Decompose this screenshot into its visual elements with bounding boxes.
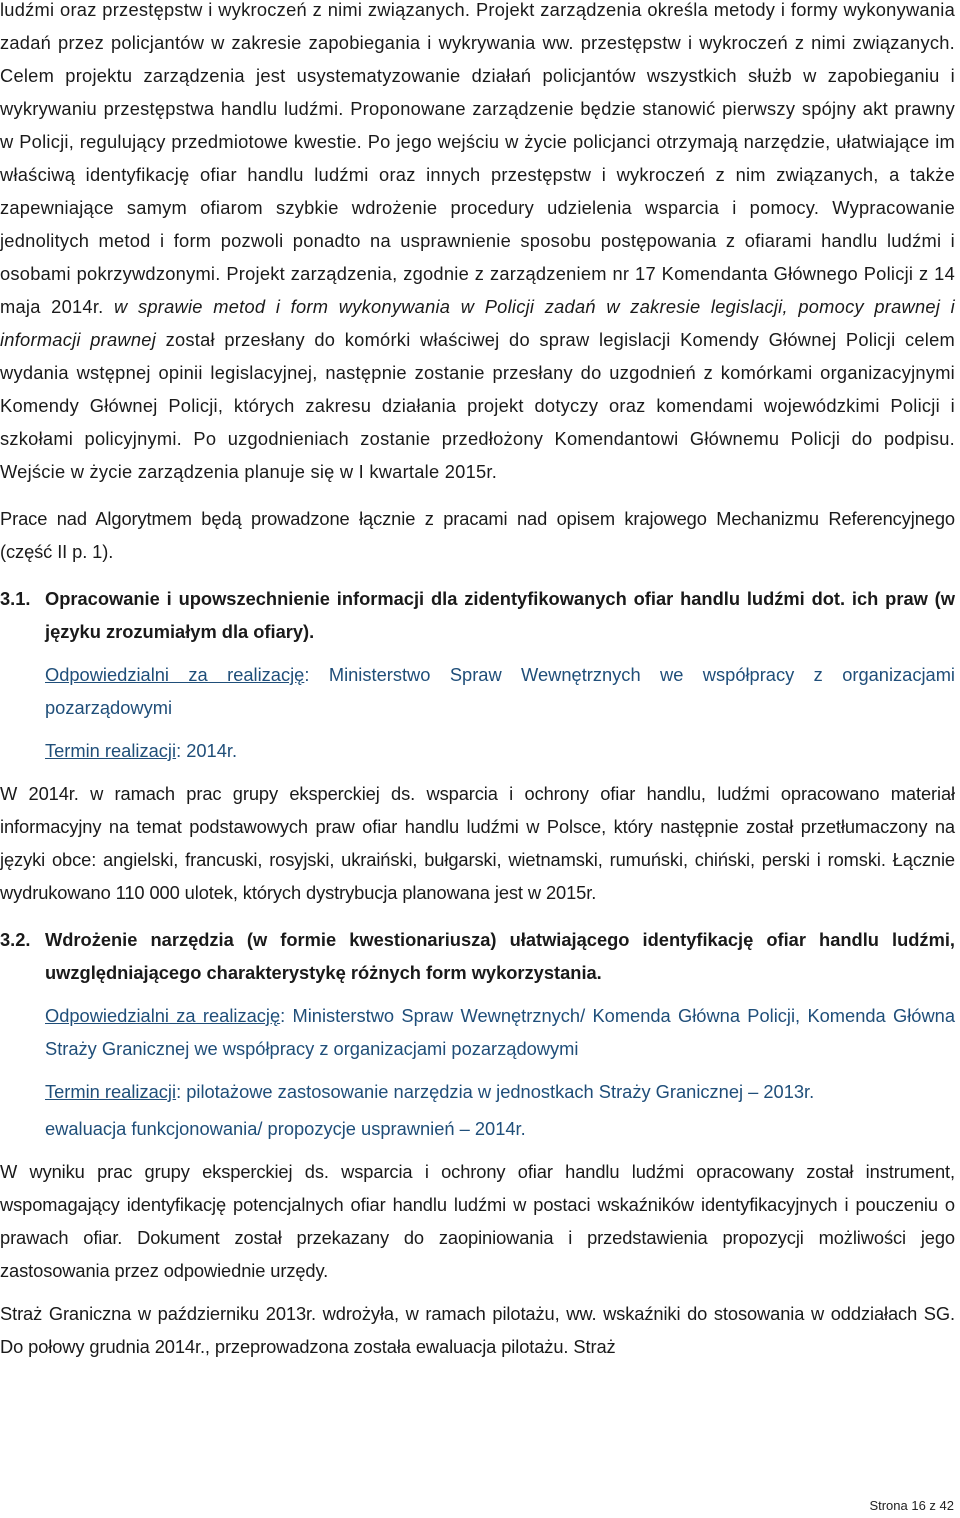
- deadline-value: : pilotażowe zastosowanie narzędzia w jednostkach Straży Granicznej – 2013r.: [176, 1081, 815, 1102]
- page-number: Strona 16 z 42: [869, 1498, 954, 1513]
- deadline-value: : 2014r.: [176, 740, 238, 761]
- intro-italic-title: w sprawie metod i form wykonywania w Policji zadań w zakresie legislacji, pomocy prawnej i informacji prawnej: [0, 296, 955, 350]
- intro-paragraph: [0, 0, 955, 488]
- deadline-label: Termin realizacji: [45, 1081, 177, 1102]
- section-3-1-deadline: [45, 734, 955, 767]
- section-3-2-heading: [0, 923, 955, 989]
- section-3-2-responsible: [45, 999, 955, 1065]
- section-3-2-deadline: [45, 1075, 955, 1108]
- section-number: 3.1.: [0, 588, 31, 609]
- section-3-2-body-1: W wyniku prac grupy eksperckiej ds. wsparcia i ochrony ofiar handlu ludźmi opracowany został instrument, wspomagający identyfikację potencjalnych ofiar handlu ludźmi w postaci wskaźników identyfikacyjnych i pouczeniu o prawach ofiar. Dokument został przekazany do zaopiniowania i przedstawienia propozycji możliwości jego zastosowania przez odpowiednie urzędy.: [0, 1161, 955, 1281]
- responsible-value: : Ministerstwo Spraw Wewnętrznych we współpracy z organizacjami pozarządowymi: [45, 664, 955, 718]
- intro-text-b: Po jego wejściu w życie policjanci otrzymają narzędzie, ułatwiające im właściwą identyfikację ofiar handlu ludźmi oraz innych przestępstw i wykroczeń z nim związanych, a także zapewniające samym ofiarom szybkie wdrożenie procedury udzielenia wsparcia i pomocy. Wypracowanie jednolitych metod i form pozwoli ponadto na usprawnienie sposobu postępowania z ofiarami handlu ludźmi i osobami pokrzywdzonymi. Projekt zarządzenia, zgodnie z zarządzeniem nr 17 Komendanta Głównego Policji z 14 maja 2014r.: [0, 131, 955, 317]
- deadline-label: Termin realizacji: [45, 740, 177, 761]
- responsible-value: : Ministerstwo Spraw Wewnętrznych/ Komenda Główna Policji, Komenda Główna Straży Granicznej we współpracy z organizacjami pozarządowymi: [45, 1005, 955, 1059]
- section-3-2-body-2: Straż Graniczna w październiku 2013r. wdrożyła, w ramach pilotażu, ww. wskaźniki do stosowania w oddziałach SG. Do połowy grudnia 2014r., przeprowadzona została ewaluacja pilotażu. Straż: [0, 1303, 955, 1357]
- intro-text-c: został przesłany do komórki właściwej do spraw legislacji Komendy Głównej Policji celem wydania wstępnej opinii legislacyjnej, następnie zostanie przesłany do uzgodnień z komórkami organizacyjnymi Komendy Głównej Policji, których zakresu działania projekt dotyczy oraz komendami wojewódzkimi Policji i szkołami policyjnymi. Po uzgodnieniach zostanie przedłożony Komendantowi Głównemu Policji do podpisu. Wejście w życie zarządzenia planuje się w I kwartale 2015r.: [0, 329, 955, 482]
- responsible-label: Odpowiedzialni za realizację: [45, 664, 305, 685]
- responsible-label: Odpowiedzialni za realizację: [45, 1005, 281, 1026]
- section-title: Opracowanie i upowszechnienie informacji dla zidentyfikowanych ofiar handlu ludźmi dot. ich praw (w języku zrozumiałym dla ofiary).: [45, 588, 955, 642]
- section-3-1-heading: [0, 582, 955, 648]
- intro-text-a: ludźmi oraz przestępstw i wykroczeń z nimi związanych. Projekt zarządzenia określa metody i formy wykonywania zadań przez policjantów w zakresie zapobiegania i wykrywania ww. przestępstw i wykroczeń z nimi związanych. Celem projektu zarządzenia jest usystematyzowanie działań policjantów wszystkich służb w zapobieganiu i wykrywaniu przestępstwa handlu ludźmi. Proponowane zarządzenie będzie stanowić pierwszy spójny akt prawny w Policji, regulujący przedmiotowe kwestie.: [0, 0, 955, 152]
- section-3-2-deadline-extra: ewaluacja funkcjonowania/ propozycje usprawnień – 2014r.: [45, 1118, 526, 1139]
- section-3-1-body: W 2014r. w ramach prac grupy eksperckiej ds. wsparcia i ochrony ofiar handlu, ludźmi opracowano materiał informacyjny na temat podstawowych praw ofiar handlu ludźmi w Polsce, który następnie został przetłumaczony na języki obce: angielski, francuski, rosyjski, ukraiński, bułgarski, wietnamski, rumuński, chiński, perski i romski. Łącznie wydrukowano 110 000 ulotek, których dystrybucja planowana jest w 2015r.: [0, 783, 955, 903]
- section-title: Wdrożenie narzędzia (w formie kwestionariusza) ułatwiającego identyfikację ofiar handlu ludźmi, uwzględniającego charakterystykę różnych form wykorzystania.: [45, 929, 955, 983]
- algorithm-paragraph: Prace nad Algorytmem będą prowadzone łącznie z pracami nad opisem krajowego Mechanizmu Referencyjnego (część II p. 1).: [0, 508, 955, 562]
- section-number: 3.2.: [0, 929, 31, 950]
- section-3-1-responsible: [45, 658, 955, 724]
